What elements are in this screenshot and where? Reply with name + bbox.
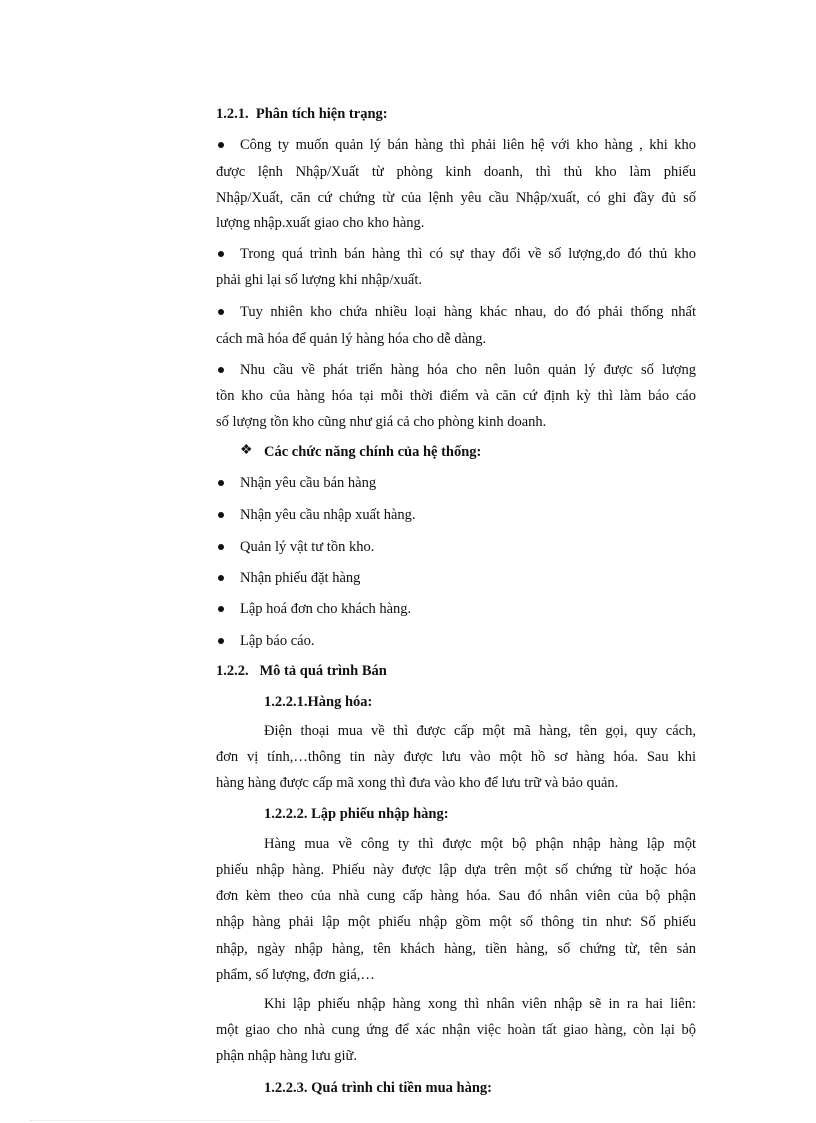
para4-line1: Nhu cầu về phát triển hàng hóa cho nên luôn quản lý được số lượng bbox=[240, 362, 696, 378]
para6-line6: phẩm, số lượng, đơn giá,… bbox=[216, 967, 375, 983]
para6-line2: phiếu nhập hàng. Phiếu này được lập dựa trên một số chứng từ hoặc hóa bbox=[216, 862, 696, 878]
diamond-bullet-icon: ❖ bbox=[240, 443, 253, 458]
para6-line3: đơn kèm theo của nhà cung cấp hàng hóa. Sau đó nhân viên của bộ phận bbox=[216, 888, 696, 904]
function-item: Nhận yêu cầu nhập xuất hàng. bbox=[240, 507, 416, 523]
para1-line4: lượng nhập.xuất giao cho kho hàng. bbox=[216, 215, 425, 231]
bullet-icon bbox=[218, 367, 224, 373]
para7-line3: phận nhập hàng lưu giữ. bbox=[216, 1048, 357, 1064]
subsection-1223-heading: 1.2.2.3. Quá trình chi tiền mua hàng: bbox=[264, 1080, 492, 1096]
subsection-1221-heading: 1.2.2.1.Hàng hóa: bbox=[264, 694, 373, 710]
bullet-icon bbox=[218, 512, 224, 518]
bullet-icon bbox=[218, 606, 224, 612]
bullet-icon bbox=[218, 638, 224, 644]
para5-line3: hàng hàng được cấp mã xong thì đưa vào kho để lưu trữ và bảo quản. bbox=[216, 775, 619, 791]
para2-line1: Trong quá trình bán hàng thì có sự thay đổi về số lượng,do đó thủ kho bbox=[240, 246, 696, 262]
bullet-icon bbox=[218, 251, 224, 257]
bullet-icon bbox=[218, 309, 224, 315]
section-122-number: 1.2.2. bbox=[216, 663, 249, 679]
section-122-heading bbox=[216, 662, 387, 680]
function-item: Lập báo cáo. bbox=[240, 633, 315, 649]
para4-line2: tồn kho của hàng hóa tại mỗi thời điểm và căn cứ định kỳ thì làm báo cáo bbox=[216, 388, 696, 404]
para5-line2: đơn vị tính,…thông tin này được lưu vào một hồ sơ hàng hóa. Sau khi bbox=[216, 749, 696, 765]
bullet-icon bbox=[218, 142, 224, 148]
section-121-heading bbox=[216, 105, 388, 123]
bullet-icon bbox=[218, 480, 224, 486]
section-121-title: Phân tích hiện trạng: bbox=[255, 106, 388, 122]
para5-line1: Điện thoại mua về thì được cấp một mã hàng, tên gọi, quy cách, bbox=[264, 723, 696, 739]
functions-heading: Các chức năng chính của hệ thống: bbox=[264, 444, 482, 460]
bullet-icon bbox=[218, 575, 224, 581]
section-122-title: Mô tả quá trình Bán bbox=[259, 663, 387, 679]
para3-line1: Tuy nhiên kho chứa nhiều loại hàng khác nhau, do đó phải thống nhất bbox=[240, 304, 696, 320]
bullet-icon bbox=[218, 544, 224, 550]
para7-line2: một giao cho nhà cung ứng để xác nhận việc hoàn tất giao hàng, còn lại bộ bbox=[216, 1022, 696, 1038]
para7-line1: Khi lập phiếu nhập hàng xong thì nhân viên nhập sẽ in ra hai liên: bbox=[264, 996, 696, 1012]
section-121-number: 1.2.1. bbox=[216, 106, 249, 122]
footer-divider bbox=[30, 1120, 280, 1121]
para1-line3: Nhập/Xuất, căn cứ chứng từ của lệnh yêu cầu Nhập/xuất, có ghi đầy đủ số bbox=[216, 190, 696, 206]
function-item: Quản lý vật tư tồn kho. bbox=[240, 539, 375, 555]
function-item: Lập hoá đơn cho khách hàng. bbox=[240, 601, 412, 617]
para6-line1: Hàng mua về công ty thì được một bộ phận nhập hàng lập một bbox=[264, 836, 696, 852]
para2-line2: phải ghi lại số lượng khi nhập/xuất. bbox=[216, 272, 423, 288]
para1-line2: được lệnh Nhập/Xuất từ phòng kinh doanh, thì thủ kho làm phiếu bbox=[216, 164, 696, 180]
subsection-1222-heading: 1.2.2.2. Lập phiếu nhập hàng: bbox=[264, 806, 449, 822]
para1-line1: Công ty muốn quản lý bán hàng thì phải liên hệ với kho hàng , khi kho bbox=[240, 137, 696, 153]
para3-line2: cách mã hóa để quản lý hàng hóa cho dễ dàng. bbox=[216, 331, 487, 347]
para6-line5: nhập, ngày nhập hàng, tên khách hàng, tiền hàng, số chứng từ, tên sản bbox=[216, 941, 696, 957]
para6-line4: nhập hàng phải lập một phiếu nhập gồm một số thông tin như: Số phiếu bbox=[216, 914, 696, 930]
para4-line3: số lượng tồn kho cũng như giá cả cho phòng kinh doanh. bbox=[216, 414, 547, 430]
function-item: Nhận yêu cầu bán hàng bbox=[240, 475, 377, 491]
function-item: Nhận phiếu đặt hàng bbox=[240, 570, 361, 586]
